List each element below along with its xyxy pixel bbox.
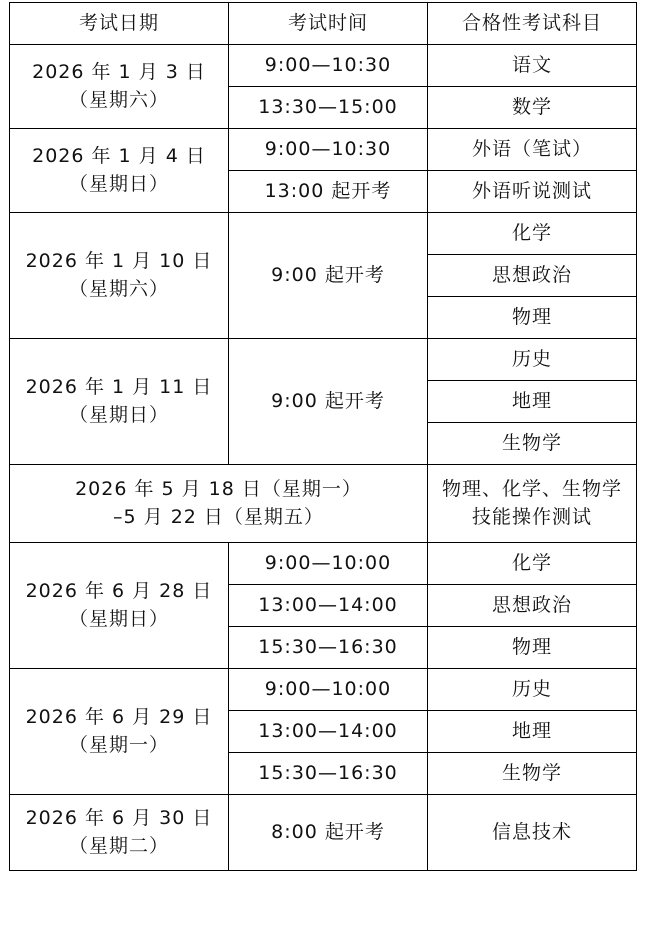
header-row (10, 3, 637, 45)
table-row (10, 129, 637, 171)
subject-cell: 物理 (428, 297, 637, 339)
weekday-line: （星期二） (68, 834, 169, 857)
subject-cell: 语文 (428, 45, 637, 87)
table-row (10, 213, 637, 255)
date-line: 2026 年 6 月 30 日 (25, 806, 213, 829)
date-cell (10, 339, 229, 465)
weekday-line: （星期一） (68, 733, 169, 756)
table-row (10, 339, 637, 381)
subject-cell (428, 465, 637, 543)
date-line: –5 月 22 日（星期五） (113, 505, 324, 528)
subject-cell: 历史 (428, 339, 637, 381)
date-cell (10, 669, 229, 795)
time-cell: 13:00—14:00 (229, 585, 428, 627)
table-row (10, 669, 637, 711)
weekday-line: （星期日） (68, 172, 169, 195)
subject-cell: 地理 (428, 381, 637, 423)
header-subject: 合格性考试科目 (428, 3, 637, 45)
subject-cell: 化学 (428, 213, 637, 255)
subject-cell: 信息技术 (428, 795, 637, 871)
time-cell: 9:00—10:30 (229, 129, 428, 171)
time-cell: 9:00 起开考 (229, 339, 428, 465)
time-cell: 15:30—16:30 (229, 753, 428, 795)
exam-schedule-table (9, 2, 637, 871)
time-cell: 9:00—10:00 (229, 669, 428, 711)
time-cell: 8:00 起开考 (229, 795, 428, 871)
time-cell: 13:30—15:00 (229, 87, 428, 129)
date-line: 2026 年 1 月 3 日 (32, 60, 206, 83)
header-date: 考试日期 (10, 3, 229, 45)
date-line: 2026 年 1 月 10 日 (25, 249, 213, 272)
subject-line: 物理、化学、生物学 (441, 477, 622, 500)
table-row (10, 465, 637, 543)
weekday-line: （星期六） (68, 277, 169, 300)
subject-cell: 数学 (428, 87, 637, 129)
date-cell (10, 213, 229, 339)
table-row (10, 543, 637, 585)
subject-cell: 外语（笔试） (428, 129, 637, 171)
date-range-cell (10, 465, 428, 543)
date-cell (10, 543, 229, 669)
weekday-line: （星期日） (68, 607, 169, 630)
weekday-line: （星期日） (68, 403, 169, 426)
time-cell: 9:00—10:30 (229, 45, 428, 87)
weekday-line: （星期六） (68, 88, 169, 111)
time-cell: 13:00—14:00 (229, 711, 428, 753)
subject-cell: 物理 (428, 627, 637, 669)
time-cell: 9:00—10:00 (229, 543, 428, 585)
date-line: 2026 年 1 月 11 日 (25, 375, 213, 398)
date-line: 2026 年 5 月 18 日（星期一） (75, 477, 362, 500)
subject-cell: 思想政治 (428, 585, 637, 627)
table-row (10, 45, 637, 87)
date-line: 2026 年 6 月 29 日 (25, 705, 213, 728)
date-line: 2026 年 6 月 28 日 (25, 579, 213, 602)
subject-cell: 思想政治 (428, 255, 637, 297)
subject-cell: 外语听说测试 (428, 171, 637, 213)
subject-cell: 历史 (428, 669, 637, 711)
subject-line: 技能操作测试 (471, 505, 592, 528)
date-line: 2026 年 1 月 4 日 (32, 144, 206, 167)
time-cell: 15:30—16:30 (229, 627, 428, 669)
time-cell: 13:00 起开考 (229, 171, 428, 213)
subject-cell: 地理 (428, 711, 637, 753)
table-row (10, 795, 637, 871)
subject-cell: 生物学 (428, 423, 637, 465)
time-cell: 9:00 起开考 (229, 213, 428, 339)
header-time: 考试时间 (229, 3, 428, 45)
date-cell (10, 45, 229, 129)
subject-cell: 化学 (428, 543, 637, 585)
subject-cell: 生物学 (428, 753, 637, 795)
date-cell (10, 129, 229, 213)
date-cell (10, 795, 229, 871)
